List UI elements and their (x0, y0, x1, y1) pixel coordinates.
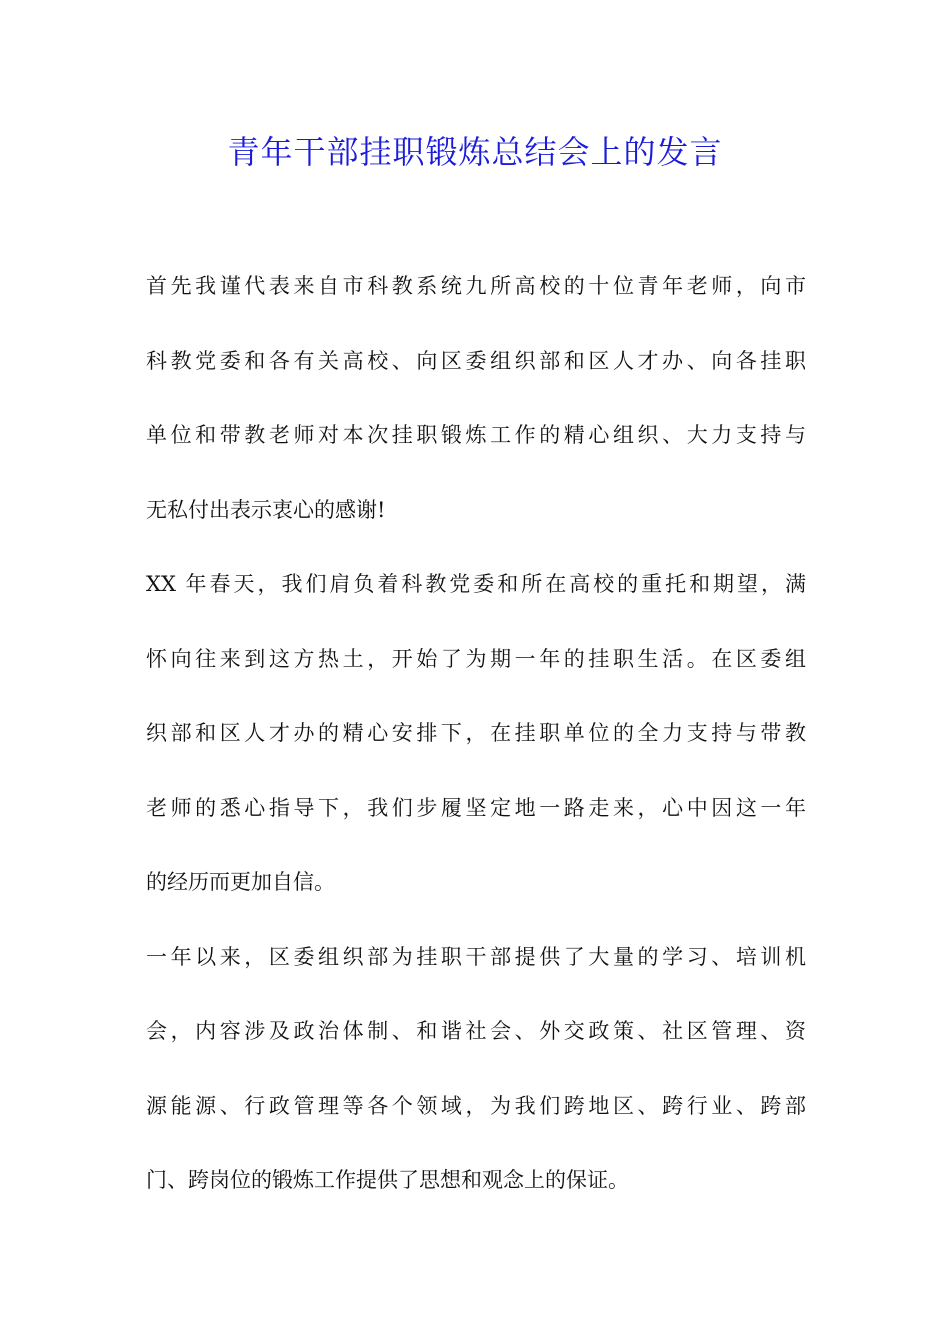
text-line: 一年以来，区委组织部为挂职干部提供了大量的学习、培训机 (146, 944, 806, 969)
document-body (146, 249, 806, 1218)
text-line: 无私付出表示衷心的感谢! (146, 497, 386, 522)
text-line: 门、跨岗位的锻炼工作提供了思想和观念上的保证。 (146, 1168, 629, 1192)
text-line: 源能源、行政管理等各个领域，为我们跨地区、跨行业、跨部 (146, 1093, 806, 1118)
text-line: 单位和带教老师对本次挂职锻炼工作的精心组织、大力支持与 (146, 423, 806, 447)
text-line: 科教党委和各有关高校、向区委组织部和区人才办、向各挂职 (146, 348, 806, 373)
text-line: 会，内容涉及政治体制、和谐社会、外交政策、社区管理、资 (146, 1019, 806, 1043)
document-title: 青年干部挂职锻炼总结会上的发言 (227, 133, 723, 171)
text-line: XX 年春天，我们肩负着科教党委和所在高校的重托和期望，满 (146, 572, 806, 596)
text-line: 的经历而更加自信。 (146, 870, 335, 894)
text-line: 老师的悉心指导下，我们步履坚定地一路走来，心中因这一年 (146, 795, 806, 820)
text-line: 怀向往来到这方热土，开始了为期一年的挂职生活。在区委组 (146, 646, 806, 671)
text-line: 织部和区人才办的精心安排下，在挂职单位的全力支持与带教 (146, 721, 806, 745)
text-line: 首先我谨代表来自市科教系统九所高校的十位青年老师，向市 (146, 274, 806, 298)
